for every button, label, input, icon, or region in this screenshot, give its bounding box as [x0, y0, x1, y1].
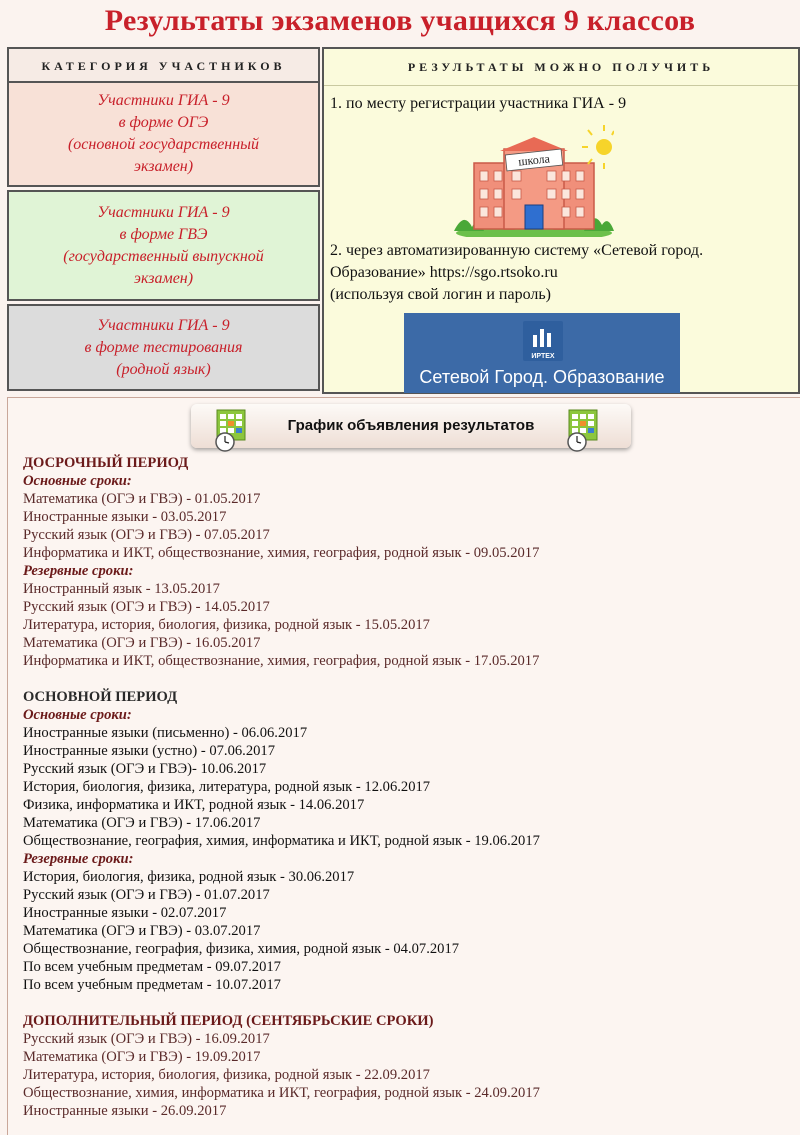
- results-option-2: [330, 240, 703, 306]
- schedule-item: Обществознание, география, химия, информатика и ИКТ, родной язык - 19.06.2017: [23, 833, 540, 849]
- schedule-item: Математика (ОГЭ и ГВЭ) - 01.05.2017: [23, 491, 261, 507]
- results-option-1: 1. по месту регистрации участника ГИА - 9: [330, 95, 627, 112]
- category-line: экзамен): [133, 158, 194, 175]
- deadline-group-title: Резервные сроки:: [23, 563, 134, 579]
- schedule-item: Иностранные языки - 02.07.2017: [23, 905, 227, 921]
- deadline-group-title: Основные сроки:: [23, 707, 132, 723]
- schedule-item: Русский язык (ОГЭ и ГВЭ) - 01.07.2017: [23, 887, 270, 903]
- schedule-item: По всем учебным предметам - 10.07.2017: [23, 977, 281, 993]
- category-line: в форме тестирования: [84, 338, 243, 356]
- category-line: (государственный выпускной: [63, 247, 264, 265]
- schedule-item: Математика (ОГЭ и ГВЭ) - 19.09.2017: [23, 1049, 261, 1065]
- results-option-2-line: (используя свой логин и пароль): [330, 286, 551, 303]
- category-line: Участники ГИА - 9: [97, 92, 230, 109]
- schedule-item: Русский язык (ОГЭ и ГВЭ) - 16.09.2017: [23, 1031, 270, 1047]
- section-gap: [23, 670, 793, 688]
- results-option-2-line: 2. через автоматизированную систему «Сетевой город.: [330, 242, 704, 259]
- schedule-item: Литература, история, биология, физика, родной язык - 22.09.2017: [23, 1067, 430, 1083]
- schedule-item: Физика, информатика и ИКТ, родной язык - 14.06.2017: [23, 797, 365, 813]
- category-line: Участники ГИА - 9: [97, 203, 230, 221]
- sgo-logo: [404, 313, 680, 393]
- schedule-item: Литература, история, биология, физика, родной язык - 15.05.2017: [23, 617, 430, 633]
- schedule-banner-title: График объявления результатов: [287, 417, 535, 434]
- category-testing: [7, 304, 320, 391]
- schedule-item: Информатика и ИКТ, обществознание, химия, география, родной язык - 09.05.2017: [23, 545, 540, 561]
- section-gap: [23, 994, 793, 1012]
- category-line: в форме ОГЭ: [118, 114, 209, 131]
- schedule-item: Математика (ОГЭ и ГВЭ) - 03.07.2017: [23, 923, 261, 939]
- deadline-group-title: Основные сроки:: [23, 473, 132, 489]
- schedule-content: [23, 454, 793, 1120]
- schedule-item: По всем учебным предметам - 09.07.2017: [23, 959, 281, 975]
- category-line: Участники ГИА - 9: [97, 316, 230, 334]
- sun-icon: [596, 139, 612, 155]
- results-column: [322, 47, 800, 394]
- schedule-banner: [191, 404, 631, 448]
- sgo-caption: Сетевой Город. Образование: [419, 367, 665, 387]
- schedule-item: Иностранный язык - 13.05.2017: [23, 581, 220, 597]
- schedule-item: История, биология, физика, литература, родной язык - 12.06.2017: [23, 779, 431, 795]
- deadline-group-title: Резервные сроки:: [23, 851, 134, 867]
- period-title: ОСНОВНОЙ ПЕРИОД: [23, 689, 178, 705]
- schedule-item: Русский язык (ОГЭ и ГВЭ) - 14.05.2017: [23, 599, 270, 615]
- schedule-item: Математика (ОГЭ и ГВЭ) - 17.06.2017: [23, 815, 261, 831]
- schedule-item: Обществознание, химия, информатика и ИКТ, география, родной язык - 24.09.2017: [23, 1085, 540, 1101]
- period-title: ДОСРОЧНЫЙ ПЕРИОД: [23, 455, 189, 471]
- schedule-item: История, биология, физика, родной язык - 30.06.2017: [23, 869, 355, 885]
- category-gve: [7, 190, 320, 301]
- category-oge: [7, 83, 320, 187]
- schedule-item: Русский язык (ОГЭ и ГВЭ)- 10.06.2017: [23, 761, 267, 777]
- results-option-2-line: Образование» https://sgo.rtsoko.ru: [330, 264, 558, 281]
- schedule-item: Обществознание, география, физика, химия, родной язык - 04.07.2017: [23, 941, 460, 957]
- schedule-item: Иностранные языки - 26.09.2017: [23, 1103, 227, 1119]
- category-line: в форме ГВЭ: [119, 225, 208, 243]
- irtech-brand: ИРТЕХ: [531, 353, 555, 360]
- category-line: (основной государственный: [67, 136, 260, 153]
- categories-header: КАТЕГОРИЯ УЧАСТНИКОВ: [7, 47, 320, 83]
- schedule-item: Информатика и ИКТ, обществознание, химия, география, родной язык - 17.05.2017: [23, 653, 540, 669]
- calendar-clock-icon: [565, 408, 601, 452]
- schedule-item: Иностранные языки - 03.05.2017: [23, 509, 227, 525]
- period-title: ДОПОЛНИТЕЛЬНЫЙ ПЕРИОД (СЕНТЯБРЬСКИЕ СРОКИ): [23, 1013, 434, 1029]
- school-illustration: [454, 119, 614, 237]
- category-line: (родной язык): [116, 360, 211, 378]
- school-sign: школа: [517, 151, 551, 169]
- schedule-panel: [7, 397, 800, 1135]
- schedule-item: Иностранные языки (письменно) - 06.06.2017: [23, 725, 308, 741]
- categories-column: [7, 47, 320, 391]
- page-title: Результаты экзаменов учащихся 9 классов: [104, 4, 696, 37]
- results-header: РЕЗУЛЬТАТЫ МОЖНО ПОЛУЧИТЬ: [324, 49, 798, 86]
- category-line: экзамен): [133, 269, 194, 287]
- schedule-item: Иностранные языки (устно) - 07.06.2017: [23, 743, 276, 759]
- irtech-icon: [523, 321, 563, 361]
- schedule-item: Русский язык (ОГЭ и ГВЭ) - 07.05.2017: [23, 527, 270, 543]
- schedule-item: Математика (ОГЭ и ГВЭ) - 16.05.2017: [23, 635, 261, 651]
